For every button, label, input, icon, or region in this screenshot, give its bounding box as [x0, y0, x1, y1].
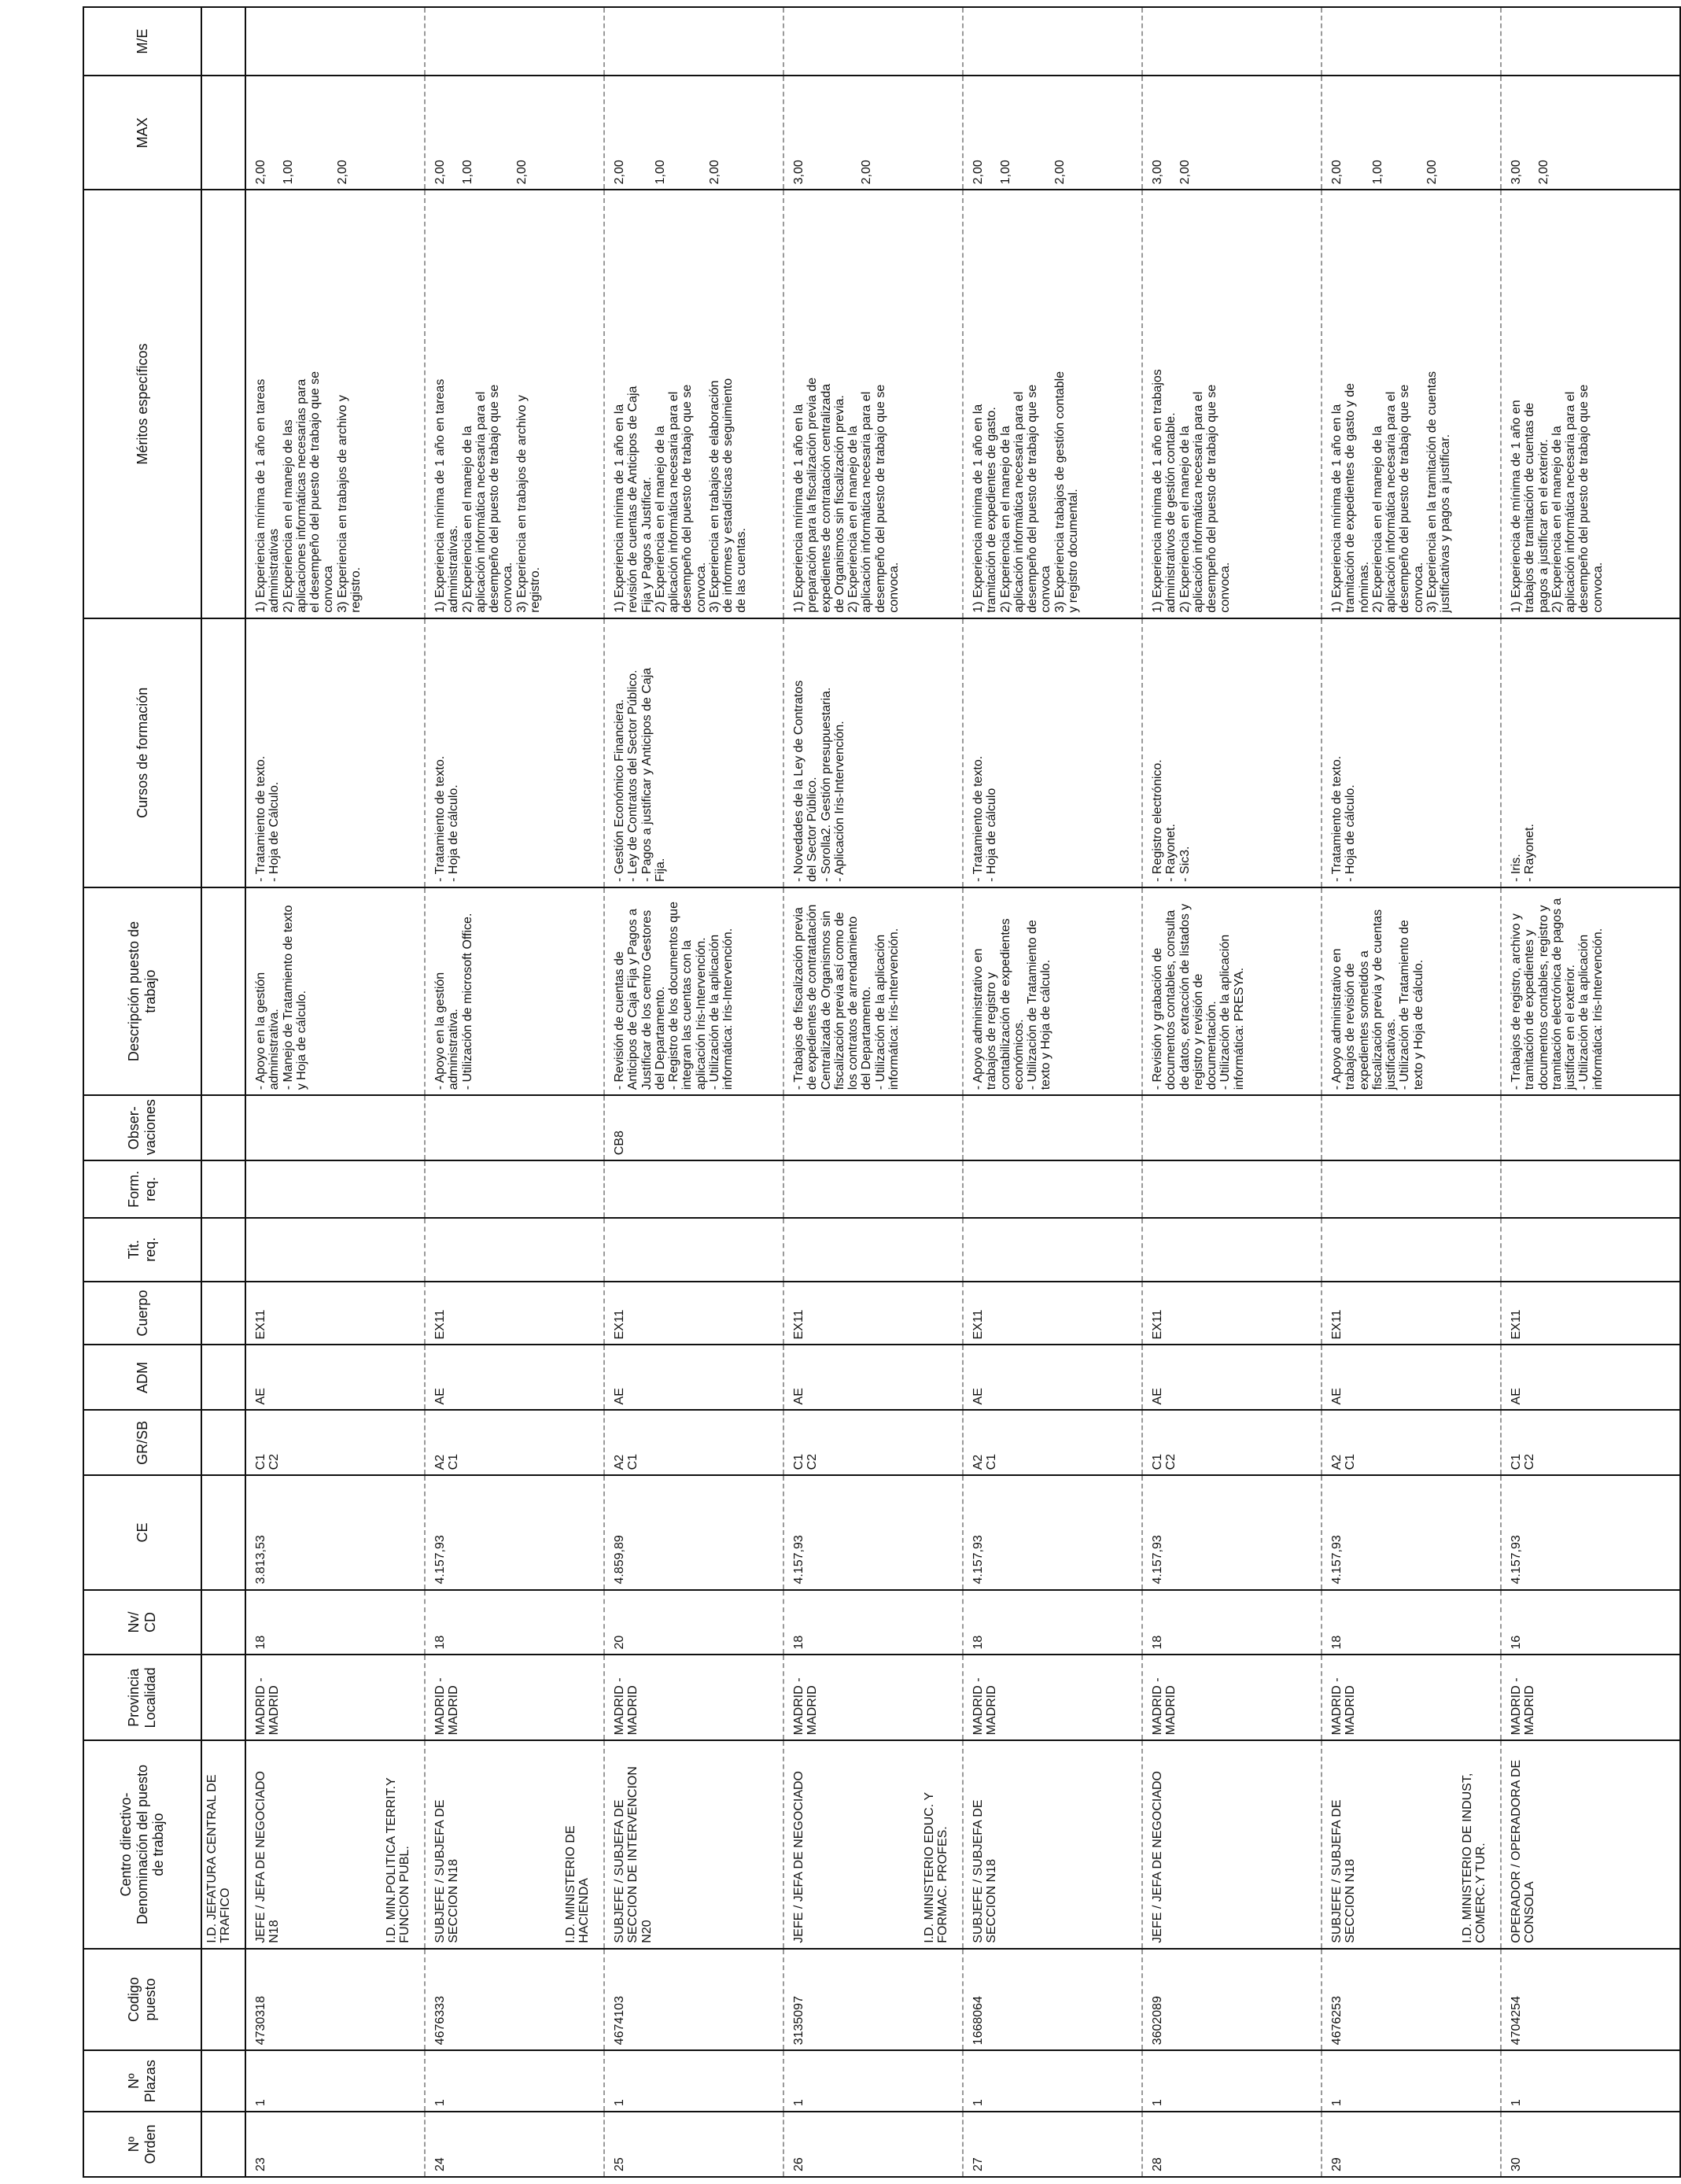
cell-departamento: I.D. MIN.POLITICA TERRIT.Y FUNCION PUBL. — [385, 1777, 412, 1943]
cell-puesto: SUBJEFE / SUBJEFA DE SECCION N18 — [433, 1799, 461, 1943]
cell-me — [425, 7, 604, 76]
cell-tit — [1142, 1218, 1322, 1282]
cell-tit — [963, 1218, 1142, 1282]
cell-meritos: 1) Experiencia mínima de 1 año en tareas administrativas 2) Experiencia en el manejo de las aplicaciones informáticas necesarias para el desempeño del puesto de trabajo que se convoca 3) Experiencia en trabajos de archivo y registro. — [245, 190, 425, 618]
cell-adm: AE — [425, 1345, 604, 1411]
cell-obs — [425, 1095, 604, 1160]
cell-provincia: MADRID - MADRID — [425, 1655, 604, 1740]
cell-descripcion: - Trabajos de fiscalización previa de expedientes de contratatación Centralizada de Organismos sin fiscalización previa así como de los contratos de arrendamiento del Departamento. - Utilización de la aplicación informática: Iris-Intervención. — [783, 887, 963, 1095]
cell-grupo: C1 C2 — [1142, 1410, 1322, 1475]
cell-nivel: 18 — [783, 1590, 963, 1655]
cell-orden: 25 — [604, 2112, 783, 2177]
cell-me — [1142, 7, 1322, 76]
cell-obs — [963, 1095, 1142, 1160]
cell-puesto: SUBJEFE / SUBJEFA DE SECCION N18 — [971, 1799, 999, 1943]
cell-codigo: 4676333 — [425, 1949, 604, 2051]
header-codigo: Codigo puesto — [83, 1949, 201, 2051]
cell-adm: AE — [783, 1345, 963, 1411]
cell-grupo: C1 C2 — [245, 1410, 425, 1475]
cell-grupo: A2 C1 — [963, 1410, 1142, 1475]
cell-me — [245, 7, 425, 76]
cell-obs — [245, 1095, 425, 1160]
cell-codigo: 1668064 — [963, 1949, 1142, 2051]
cell-obs: CB8 — [604, 1095, 783, 1160]
cell-adm: AE — [963, 1345, 1142, 1411]
cell-descripcion: - Revisión de cuentas de Anticipos de Caja Fija y Pagos a Justificar de los centro Gestores del Departamento. - Registro de los documentos que integran las cuentas con la aplicación Iris-Intervención. - Utilización de la aplicación informática: Iris-Intervención. — [604, 887, 783, 1095]
cell-form — [1322, 1160, 1501, 1218]
cell-me — [1501, 7, 1680, 76]
cell-cursos: - Tratamiento de texto. - Hoja de Cálculo. — [245, 618, 425, 887]
cell-descripcion: - Apoyo administrativo en trabajos de revisión de expedientes sometidos a fiscalización previa y de cuentas justificativas. - Utilización de Tratamiento de texto y Hoja de cálculo. — [1322, 887, 1501, 1095]
cell-provincia: MADRID - MADRID — [963, 1655, 1142, 1740]
cell-ce: 4.157,93 — [1322, 1475, 1501, 1589]
header-plazas: Nº Plazas — [83, 2050, 201, 2112]
cell-puesto: JEFE / JEFA DE NEGOCIADO — [792, 1771, 805, 1943]
cell-puesto: JEFE / JEFA DE NEGOCIADO — [1151, 1771, 1164, 1943]
cell-plazas: 1 — [1142, 2050, 1322, 2112]
cell-orden: 23 — [245, 2112, 425, 2177]
header-descripcion: Descripción puesto de trabajo — [83, 887, 201, 1095]
header-meritos: Méritos específicos — [83, 190, 201, 618]
header-obs: Obser- vaciones — [83, 1095, 201, 1160]
cell-ce: 4.859,89 — [604, 1475, 783, 1589]
cell-plazas: 1 — [245, 2050, 425, 2112]
cell-grupo: A2 C1 — [1322, 1410, 1501, 1475]
header-orden: Nº Orden — [83, 2112, 201, 2177]
cell-form — [963, 1160, 1142, 1218]
header-ce: CE — [83, 1475, 201, 1589]
cell-adm: AE — [1501, 1345, 1680, 1411]
cell-puesto: JEFE / JEFA DE NEGOCIADO N18 — [254, 1771, 282, 1943]
cell-departamento: I.D. MINISTERIO EDUC. Y FORMAC. PROFES. — [923, 1791, 950, 1943]
cell-me — [783, 7, 963, 76]
cell-meritos: 1) Experiencia mínima de 1 año en la revisión de cuentas de Anticipos de Caja Fija y Pagos a Justificar. 2) Experiencia en el manejo de la aplicación informática necesaria para el desempeño del puesto de trabajo que se convoca. 3) Experiencia en trabajos de elaboración de informes y estadísticas de seguimiento de las cuentas. — [604, 190, 783, 618]
cell-codigo: 4676253 — [1322, 1949, 1501, 2051]
cell-me — [604, 7, 783, 76]
header-cursos: Cursos de formación — [83, 618, 201, 887]
cell-departamento — [1102, 1746, 1148, 1942]
cell-cursos: - Registro electrónico. - Rayonet. - Sic3. — [1142, 618, 1322, 887]
cell-descripcion: - Trabajos de registro, archivo y tramitación de expedientes y documentos contables, registro y tramitación electrónica de pagos a justificar en el exterior. - Utilización de la aplicación informática: Iris-Intervención. — [1501, 887, 1680, 1095]
cell-cuerpo: EX11 — [245, 1282, 425, 1345]
cell-provincia: MADRID - MADRID — [604, 1655, 783, 1740]
cell-cuerpo: EX11 — [1142, 1282, 1322, 1345]
cell-nivel: 18 — [963, 1590, 1142, 1655]
cell-cursos: - Gestión Económico Financiera. - Ley de Contratos del Sector Público. - Pagos a justificar y Anticipos de Caja Fija. — [604, 618, 783, 887]
cell-obs — [1142, 1095, 1322, 1160]
cell-tit — [245, 1218, 425, 1282]
cell-ce: 4.157,93 — [1501, 1475, 1680, 1589]
cell-codigo: 4674103 — [604, 1949, 783, 2051]
cell-meritos: 1) Experiencia mínima de 1 año en tareas administrativas. 2) Experiencia en el manejo de la aplicación informática necesaria para el desempeño del puesto de trabajo que se convoca. 3) Experiencia en trabajos de archivo y registro. — [425, 190, 604, 618]
cell-meritos: 1) Experiencia de mínima de 1 año en trabajos de tramitación de cuentas de pagos a justificar en el exterior. 2) Experiencia en el manejo de la aplicación informática necesaria para el desempeño del puesto de trabajo que se convoca. — [1501, 190, 1680, 618]
cell-provincia: MADRID - MADRID — [1142, 1655, 1322, 1740]
cell-meritos: 1) Experiencia mínima de 1 año en trabajos administrativos de gestión contable. 2) Experiencia en el manejo de la aplicación informática necesaria para el desempeño del puesto de trabajo que se convoca. — [1142, 190, 1322, 618]
cell-departamento — [743, 1746, 789, 1942]
cell-puesto: OPERADOR / OPERADORA DE CONSOLA — [1510, 1759, 1537, 1943]
cell-nivel: 18 — [1142, 1590, 1322, 1655]
cell-meritos: 1) Experiencia mínima de 1 año en la tramitación de expedientes de gasto y de nóminas. 2) Experiencia en el manejo de la aplicación informática necesaria para el desempeño del puesto de trabajo que se convoca. 3) Experiencia en la tramitación de cuentas justificativas y pagos a justificar. — [1322, 190, 1501, 618]
cell-max: 3,00 2,00 — [783, 76, 963, 190]
cell-provincia: MADRID - MADRID — [245, 1655, 425, 1740]
cell-nivel: 18 — [1322, 1590, 1501, 1655]
cell-codigo: 4704254 — [1501, 1949, 1680, 2051]
cell-meritos: 1) Experiencia mínima de 1 año en la tramitación de expedientes de gasto. 2) Experiencia en el manejo de la aplicación informática necesaria para el desempeño del puesto de trabajo que se convoca 3) Experiencia trabajos de gestión contable y registro documental. — [963, 190, 1142, 618]
cell-me — [1322, 7, 1501, 76]
cell-cursos: - Tratamiento de texto. - Hoja de cálculo — [963, 618, 1142, 887]
cell-ce: 4.157,93 — [783, 1475, 963, 1589]
table-body — [205, 7, 1680, 2177]
cell-departamento: I.D. MINISTERIO DE HACIENDA — [564, 1825, 592, 1943]
cell-plazas: 1 — [1501, 2050, 1680, 2112]
cell-nivel: 18 — [245, 1590, 425, 1655]
cell-nivel: 18 — [425, 1590, 604, 1655]
cell-puesto: SUBJEFE / SUBJEFA DE SECCION DE INTERVENCION N20 — [613, 1766, 654, 1943]
cell-cuerpo: EX11 — [783, 1282, 963, 1345]
cell-tit — [1501, 1218, 1680, 1282]
cell-codigo: 3602089 — [1142, 1949, 1322, 2051]
cell-max: 2,00 1,00 2,00 — [425, 76, 604, 190]
header-cuerpo: Cuerpo — [83, 1282, 201, 1345]
cell-obs — [1322, 1095, 1501, 1160]
cell-plazas: 1 — [963, 2050, 1142, 2112]
cell-orden: 29 — [1322, 2112, 1501, 2177]
cell-me — [963, 7, 1142, 76]
header-row — [83, 7, 201, 2177]
cell-form — [1142, 1160, 1322, 1218]
cell-ce: 3.813,53 — [245, 1475, 425, 1589]
cell-obs — [1501, 1095, 1680, 1160]
cell-form — [1501, 1160, 1680, 1218]
cell-max: 2,00 1,00 2,00 — [604, 76, 783, 190]
cell-plazas: 1 — [1322, 2050, 1501, 2112]
cell-ce: 4.157,93 — [425, 1475, 604, 1589]
header-centro: Centro directivo- Denominación del puesto de trabajo — [83, 1740, 201, 1948]
cell-descripcion: - Apoyo en la gestión administrativa. - Manejo de Tratamiento de texto y Hoja de cálculo. — [245, 887, 425, 1095]
cell-orden: 28 — [1142, 2112, 1322, 2177]
cell-adm: AE — [1322, 1345, 1501, 1411]
cell-nivel: 16 — [1501, 1590, 1680, 1655]
cell-form — [604, 1160, 783, 1218]
cell-max: 3,00 2,00 — [1142, 76, 1322, 190]
cell-ce: 4.157,93 — [1142, 1475, 1322, 1589]
cell-ce: 4.157,93 — [963, 1475, 1142, 1589]
cell-grupo: A2 C1 — [425, 1410, 604, 1475]
rotated-table-wrapper — [83, 6, 1605, 2178]
cell-descripcion: - Apoyo administrativo en trabajos de registro y contabilización de expedientes económicos. - Utilización de Tratamiento de texto y Hoja de cálculo. — [963, 887, 1142, 1095]
cell-provincia: MADRID - MADRID — [1322, 1655, 1501, 1740]
cell-orden: 26 — [783, 2112, 963, 2177]
cell-meritos: 1) Experiencia mínima de 1 año en la preparación para la fiscalización previa de expedientes de contratación centralizada de Organismos sin fiscalización previa. 2) Experiencia en el manejo de la aplicación informática necesaria para el desempeño del puesto de trabajo que se convoca. — [783, 190, 963, 618]
cell-departamento — [1281, 1746, 1327, 1942]
cell-max: 3,00 2,00 — [1501, 76, 1680, 190]
cell-grupo: C1 C2 — [783, 1410, 963, 1475]
header-tit: Tit. req. — [83, 1218, 201, 1282]
cell-grupo: C1 C2 — [1501, 1410, 1680, 1475]
cell-adm: AE — [1142, 1345, 1322, 1411]
cell-adm: AE — [604, 1345, 783, 1411]
cell-provincia: MADRID - MADRID — [783, 1655, 963, 1740]
cell-cuerpo: EX11 — [963, 1282, 1142, 1345]
cell-obs — [783, 1095, 963, 1160]
cell-tit — [1322, 1218, 1501, 1282]
cell-max: 2,00 1,00 2,00 — [1322, 76, 1501, 190]
cell-cuerpo: EX11 — [604, 1282, 783, 1345]
positions-table — [83, 6, 1681, 2178]
header-grupo: GR/SB — [83, 1410, 201, 1475]
cell-form — [783, 1160, 963, 1218]
header-adm: ADM — [83, 1345, 201, 1411]
cell-provincia: MADRID - MADRID — [1501, 1655, 1680, 1740]
cell-cursos: - Novedades de la Ley de Contratos del Sector Público. - Sorolla2. Gestión presupuestaria. - Aplicación Iris-Intervención. — [783, 618, 963, 887]
header-form: Form. req. — [83, 1160, 201, 1218]
cell-plazas: 1 — [783, 2050, 963, 2112]
header-nivel: Nv/ CD — [83, 1590, 201, 1655]
cell-plazas: 1 — [425, 2050, 604, 2112]
cell-cuerpo: EX11 — [1501, 1282, 1680, 1345]
cell-form — [425, 1160, 604, 1218]
cell-orden: 30 — [1501, 2112, 1680, 2177]
cell-cursos: - Tratamiento de texto. - Hoja de cálculo. — [425, 618, 604, 887]
cell-form — [245, 1160, 425, 1218]
cell-tit — [425, 1218, 604, 1282]
cell-max: 2,00 1,00 2,00 — [245, 76, 425, 190]
cell-cursos: - Tratamiento de texto. - Hoja de cálculo. — [1322, 618, 1501, 887]
cell-descripcion: - Revisión y grabación de documentos contables, consulta de datos, extracción de listados y registro y revisión de documentación. - Utilización de la aplicación informática: PRESYA. — [1142, 887, 1322, 1095]
cell-tit — [604, 1218, 783, 1282]
cell-departamento: I.D. JEFATURA CENTRAL DE TRAFICO — [205, 1774, 233, 1943]
header-max: MAX — [83, 76, 201, 190]
header-me: M/E — [83, 7, 201, 76]
cell-grupo: A2 C1 — [604, 1410, 783, 1475]
cell-orden: 27 — [963, 2112, 1142, 2177]
cell-nivel: 20 — [604, 1590, 783, 1655]
cell-max: 2,00 1,00 2,00 — [963, 76, 1142, 190]
cell-tit — [783, 1218, 963, 1282]
cell-codigo: 3135097 — [783, 1949, 963, 2051]
cell-cursos: - Iris. - Rayonet. — [1501, 618, 1680, 887]
cell-orden: 24 — [425, 2112, 604, 2177]
cell-centro — [1461, 1740, 1680, 1948]
cell-cuerpo: EX11 — [425, 1282, 604, 1345]
cell-plazas: 1 — [604, 2050, 783, 2112]
cell-codigo: 4730318 — [245, 1949, 425, 2051]
cell-departamento: I.D. MINISTERIO DE INDUST, COMERC.Y TUR. — [1461, 1773, 1488, 1943]
header-provincia: Provincia Localidad — [83, 1655, 201, 1740]
cell-adm: AE — [245, 1345, 425, 1411]
cell-cuerpo: EX11 — [1322, 1282, 1501, 1345]
table-row — [1501, 7, 1680, 2177]
cell-descripcion: - Apoyo en la gestión administrativa. - Utilización de microsoft Office. — [425, 887, 604, 1095]
cell-puesto: SUBJEFE / SUBJEFA DE SECCION N18 — [1330, 1799, 1358, 1943]
